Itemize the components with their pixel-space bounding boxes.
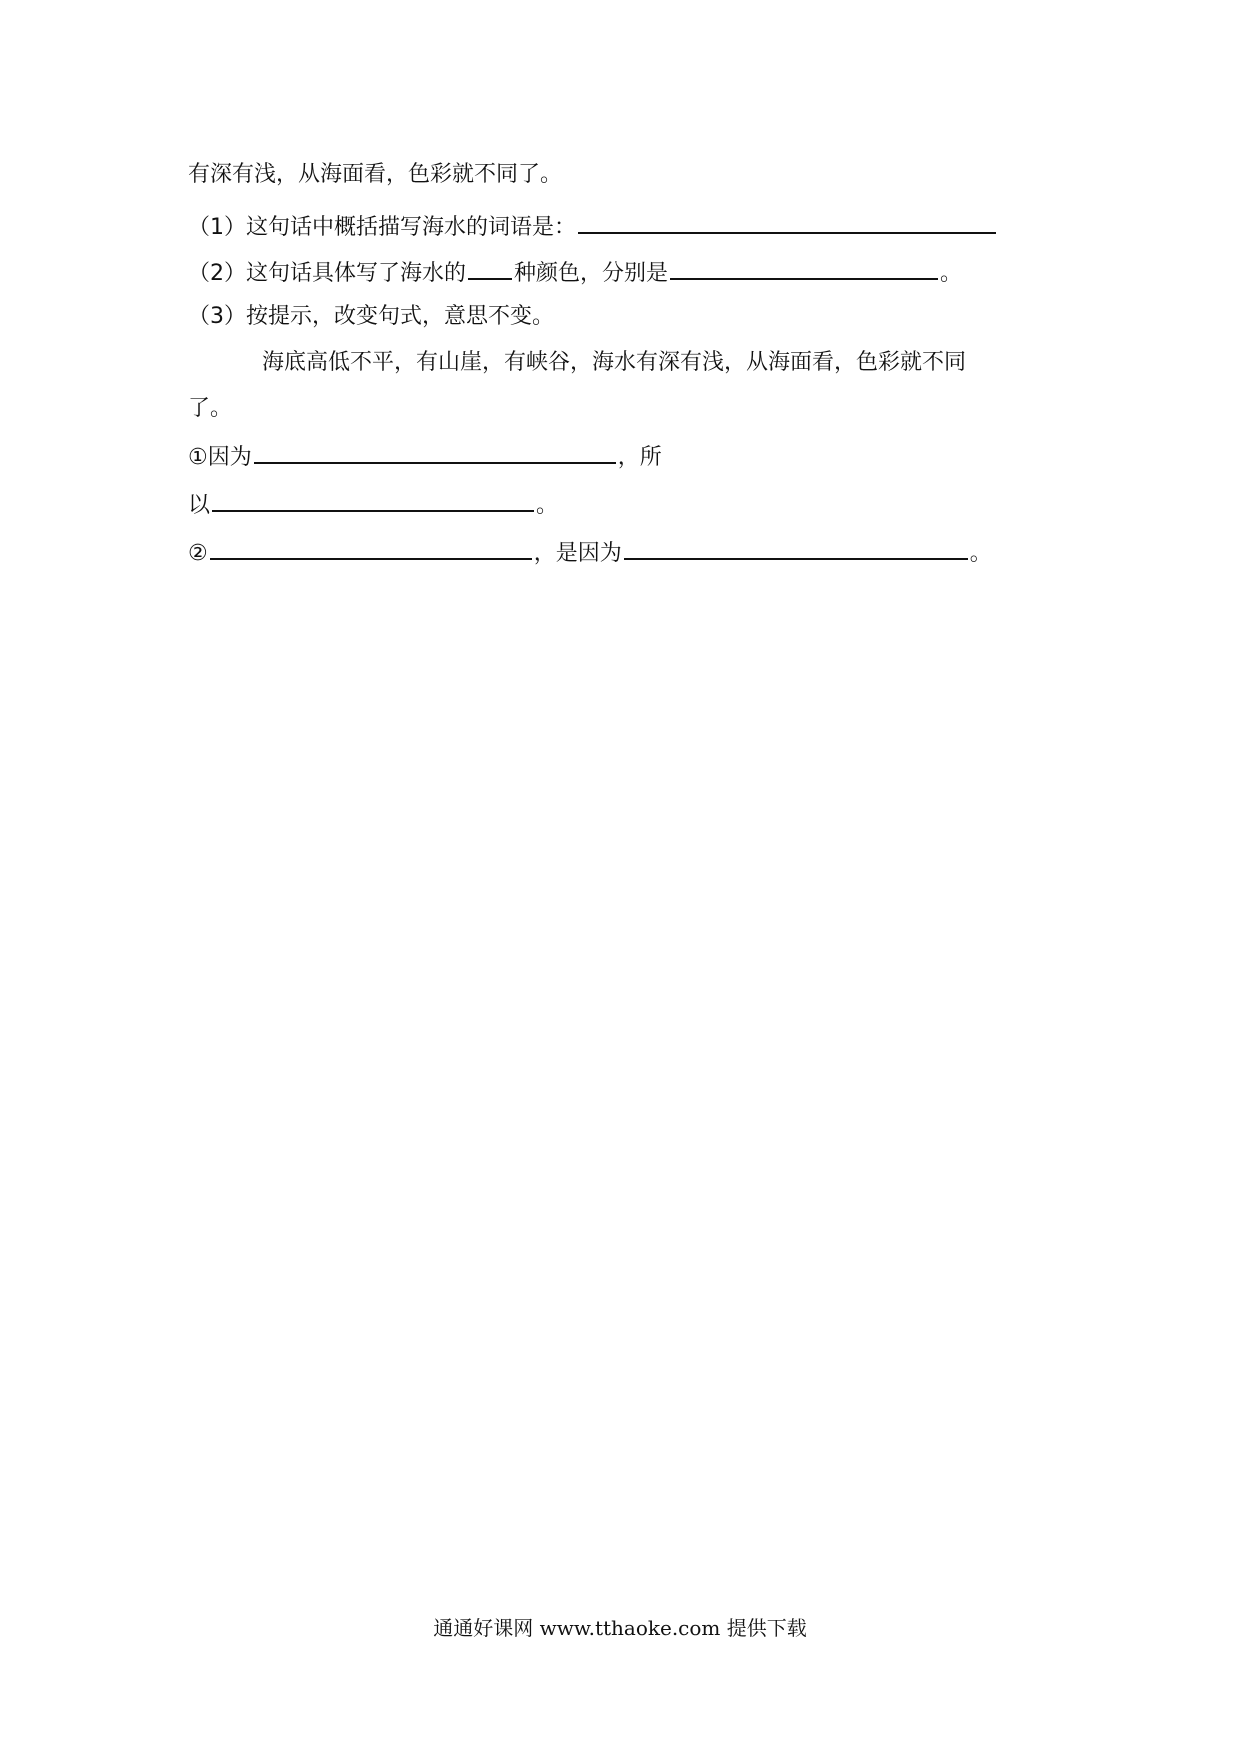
question-2-prefix: （2）这句话具体写了海水的	[188, 261, 466, 286]
rewrite-1-suffix: ，所	[617, 445, 662, 470]
question-2-count-blank[interactable]	[468, 256, 512, 280]
rewrite-2-suffix: 。	[969, 541, 992, 566]
passage-line-1: 海底高低不平，有山崖，有峡谷，海水有深有浅，从海面看，色彩就不同	[262, 350, 967, 375]
rewrite-1-cont-prefix: 以	[188, 493, 211, 518]
rewrite-1-continued	[188, 488, 558, 521]
continuation-line: 有深有浅，从海面看，色彩就不同了。	[188, 162, 563, 187]
rewrite-2-middle: ，是因为	[533, 541, 622, 566]
rewrite-1-blank[interactable]	[254, 440, 616, 464]
rewrite-1-prefix: ①因为	[188, 445, 252, 470]
question-2-middle: 种颜色，分别是	[514, 261, 669, 286]
passage-line-2: 了。	[188, 396, 233, 421]
question-2	[188, 256, 962, 289]
rewrite-2-second-blank[interactable]	[624, 536, 968, 560]
rewrite-2	[188, 536, 992, 569]
question-1-text: （1）这句话中概括描写海水的词语是：	[188, 215, 576, 240]
question-2-colors-blank[interactable]	[670, 256, 938, 280]
rewrite-1-cont-blank[interactable]	[212, 488, 534, 512]
question-2-suffix: 。	[940, 261, 963, 286]
footer-credit: 通通好课网 www.tthaoke.com 提供下载	[433, 1616, 807, 1640]
question-1	[188, 210, 998, 243]
rewrite-1-cont-suffix: 。	[536, 493, 559, 518]
question-3: （3）按提示，改变句式，意思不变。	[188, 304, 554, 329]
rewrite-2-prefix: ②	[188, 541, 208, 566]
rewrite-2-first-blank[interactable]	[210, 536, 532, 560]
question-1-blank[interactable]	[578, 210, 996, 234]
rewrite-1	[188, 440, 662, 473]
